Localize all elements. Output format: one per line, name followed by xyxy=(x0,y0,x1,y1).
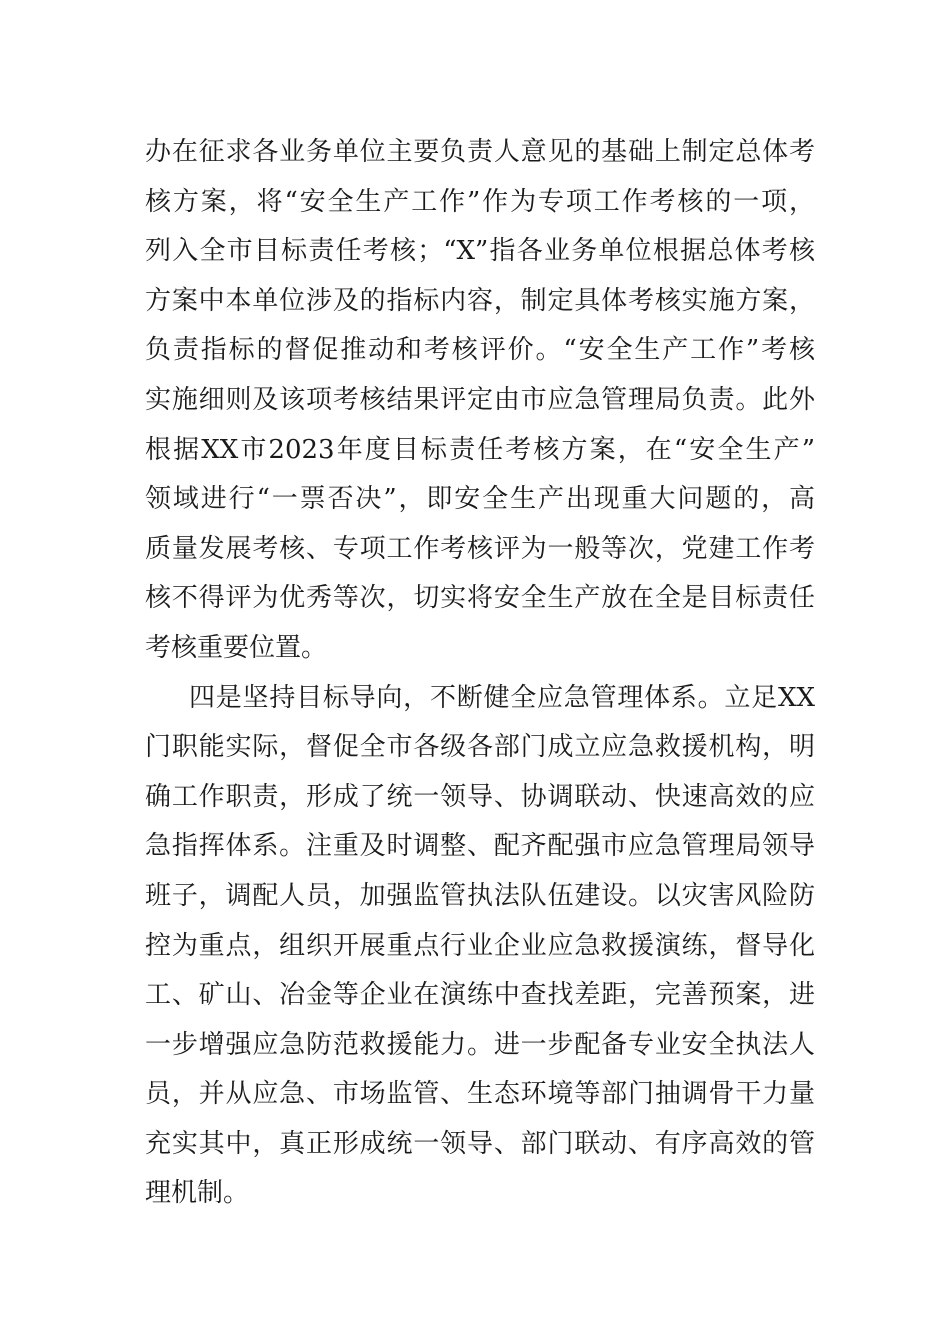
text-line: 实施细则及该项考核结果评定由市应急管理局负责。此外 xyxy=(145,384,815,415)
text-line: 充实其中，真正形成统一领导、部门联动、有序高效的管 xyxy=(145,1128,815,1159)
text-line: 方案中本单位涉及的指标内容，制定具体考核实施方案， xyxy=(145,285,815,316)
text-line: 班子，调配人员，加强监管执法队伍建设。以灾害风险防 xyxy=(145,880,815,911)
text-line: 列入全市目标责任考核；“X”指各业务单位根据总体考核 xyxy=(145,236,815,267)
text-line: 员，并从应急、市场监管、生态环境等部门抽调骨干力量 xyxy=(145,1079,815,1110)
paragraph-emergency-system xyxy=(145,674,815,1220)
text-line: 核方案，将“安全生产工作”作为专项工作考核的一项， xyxy=(145,186,815,217)
text-line: 质量发展考核、专项工作考核评为一般等次，党建工作考 xyxy=(145,533,815,564)
paragraph-assessment xyxy=(145,128,815,674)
text-line: 四是坚持目标导向，不断健全应急管理体系。立足XX xyxy=(189,682,815,713)
text-line: 确工作职责，形成了统一领导、协调联动、快速高效的应 xyxy=(145,781,815,812)
body-text xyxy=(145,128,815,1219)
text-line: 理机制。 xyxy=(145,1178,250,1209)
text-line: 一步增强应急防范救援能力。进一步配备专业安全执法人 xyxy=(145,1029,815,1060)
text-line: 根据XX市2023年度目标责任考核方案，在“安全生产” xyxy=(145,434,815,465)
text-line: 负责指标的督促推动和考核评价。“安全生产工作”考核 xyxy=(145,335,815,366)
text-line: 考核重要位置。 xyxy=(145,632,328,663)
text-line: 核不得评为优秀等次，切实将安全生产放在全是目标责任 xyxy=(145,583,815,614)
text-line: 领域进行“一票否决”，即安全生产出现重大问题的，高 xyxy=(145,484,815,515)
text-line: 控为重点，组织开展重点行业企业应急救援演练，督导化 xyxy=(145,930,815,961)
text-line: 门职能实际，督促全市各级各部门成立应急救援机构，明 xyxy=(145,732,815,763)
text-line: 工、矿山、冶金等企业在演练中查找差距，完善预案，进 xyxy=(145,980,815,1011)
text-line: 办在征求各业务单位主要负责人意见的基础上制定总体考 xyxy=(145,137,815,167)
text-line: 急指挥体系。注重及时调整、配齐配强市应急管理局领导 xyxy=(145,831,815,862)
